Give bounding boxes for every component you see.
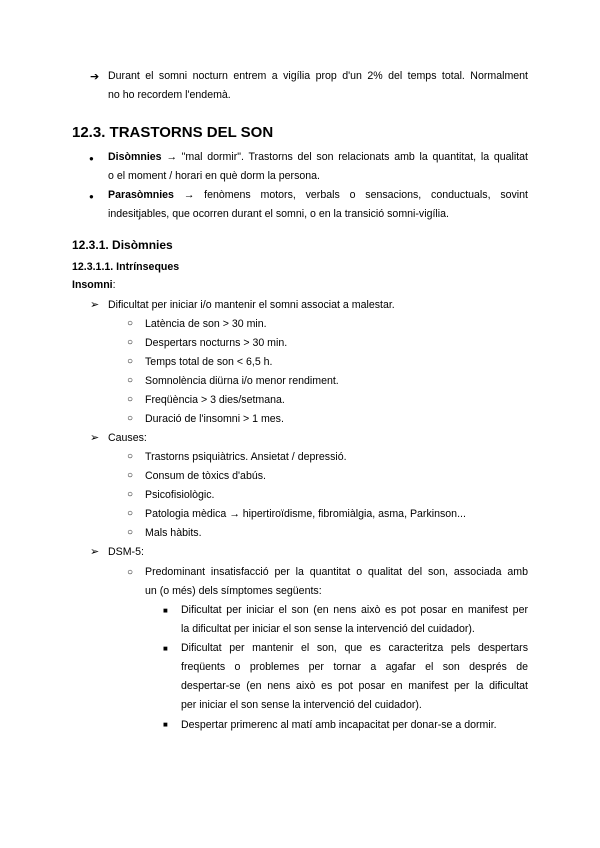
dsm-symptom: [181, 601, 528, 639]
dot-bullet-icon: ●: [89, 192, 94, 201]
cause-item: Mals hàbits.: [145, 527, 202, 539]
cause-item: Patologia mèdica → hipertiroïdisme, fibromiàlgia, asma, Parkinson...: [145, 508, 466, 520]
circle-bullet-icon: ○: [127, 375, 134, 386]
bullet-disomnies: [108, 148, 528, 186]
criteria-item: Freqüència > 3 dies/setmana.: [145, 394, 285, 406]
criteria-item: Somnolència diürna i/o menor rendiment.: [145, 375, 339, 387]
circle-bullet-icon: ○: [127, 527, 134, 538]
dsm-symptom-line: per iniciar el son sense la intervenció del cuidador).: [181, 699, 422, 711]
insomni-colon: :: [112, 279, 116, 291]
circle-bullet-icon: ○: [127, 470, 134, 481]
cause-item: Psicofisiològic.: [145, 489, 215, 501]
dot-bullet-icon: ●: [89, 154, 94, 163]
circle-bullet-icon: ○: [127, 394, 134, 405]
section-title: 12.3. TRASTORNS DEL SON: [72, 124, 274, 141]
square-bullet-icon: ■: [163, 606, 168, 615]
dsm-symptom-line: Dificultat per mantenir el son, que es caracteritza pels despertars: [181, 642, 528, 654]
criteria-item: Duració de l'insomni > 1 mes.: [145, 413, 284, 425]
criteria-item: Despertars nocturns > 30 min.: [145, 337, 288, 349]
insomni-label: Insomni: [72, 279, 113, 291]
arrow-bullet-icon: ➔: [90, 71, 100, 83]
disomnies-desc-2: o el moment / horari en què dorm la persona.: [108, 170, 320, 182]
disomnies-desc-1: → "mal dormir". Trastorns del son relacionats amb la quantitat, la qualitat: [161, 151, 528, 163]
dsm-main-criterion: [145, 563, 528, 601]
cause-item: Consum de tòxics d'abús.: [145, 470, 266, 482]
arrow-bullet-icon: ➢: [90, 299, 100, 311]
dsm-symptom: [181, 639, 528, 715]
dsm-symptom-line: Dificultat per iniciar el son (en nens això es pot posar en manifest per: [181, 604, 528, 616]
dsm-label: DSM-5:: [108, 546, 144, 558]
intro-line-1: Durant el somni nocturn entrem a vigília prop d'un 2% del temps total. Normalment: [108, 70, 528, 82]
subsection-title: 12.3.1. Disòmnies: [72, 238, 173, 252]
parasomnies-desc-2: indesitjables, que ocorren durant el somni, o en la transició somni-vigília.: [108, 208, 449, 220]
circle-bullet-icon: ○: [127, 508, 134, 519]
circle-bullet-icon: ○: [127, 318, 134, 329]
intro-paragraph: [108, 67, 528, 105]
dsm-symptom-line: la dificultat per iniciar el son sense la intervenció del cuidador).: [181, 623, 475, 635]
square-bullet-icon: ■: [163, 720, 168, 729]
circle-bullet-icon: ○: [127, 413, 134, 424]
cause-item: Trastorns psiquiàtrics. Ansietat / depressió.: [145, 451, 347, 463]
causes-label: Causes:: [108, 432, 147, 444]
dsm-symptom: Despertar primerenc al matí amb incapacitat per donar-se a dormir.: [181, 719, 497, 731]
term-disomnies: Disòmnies: [108, 151, 162, 163]
subsubsection-title: 12.3.1.1. Intrínseques: [72, 261, 180, 273]
circle-bullet-icon: ○: [127, 567, 134, 578]
dsm-main-line-2: un (o més) dels símptomes següents:: [145, 585, 322, 597]
square-bullet-icon: ■: [163, 644, 168, 653]
criteria-item: Latència de son > 30 min.: [145, 318, 267, 330]
arrow-bullet-icon: ➢: [90, 432, 100, 444]
insomni-heading: [72, 279, 116, 291]
dsm-main-line-1: Predominant insatisfacció per la quantitat o qualitat del son, associada amb: [145, 566, 528, 578]
circle-bullet-icon: ○: [127, 451, 134, 462]
criteria-item: Temps total de son < 6,5 h.: [145, 356, 273, 368]
parasomnies-desc-1: → fenòmens motors, verbals o sensacions, conductuals, sovint: [173, 189, 528, 201]
bullet-parasomnies: [108, 186, 528, 224]
circle-bullet-icon: ○: [127, 356, 134, 367]
dsm-symptom-line: despertar-se (en nens això es pot posar en manifest per la dificultat: [181, 680, 528, 692]
term-parasomnies: Parasòmnies: [108, 189, 174, 201]
dsm-symptom-line: freqüents o problemes per tornar a agafar el son després de: [181, 661, 528, 673]
circle-bullet-icon: ○: [127, 337, 134, 348]
circle-bullet-icon: ○: [127, 489, 134, 500]
arrow-bullet-icon: ➢: [90, 546, 100, 558]
intro-line-2: no ho recordem l'endemà.: [108, 89, 231, 101]
criteria-intro: Dificultat per iniciar i/o mantenir el somni associat a malestar.: [108, 299, 395, 311]
